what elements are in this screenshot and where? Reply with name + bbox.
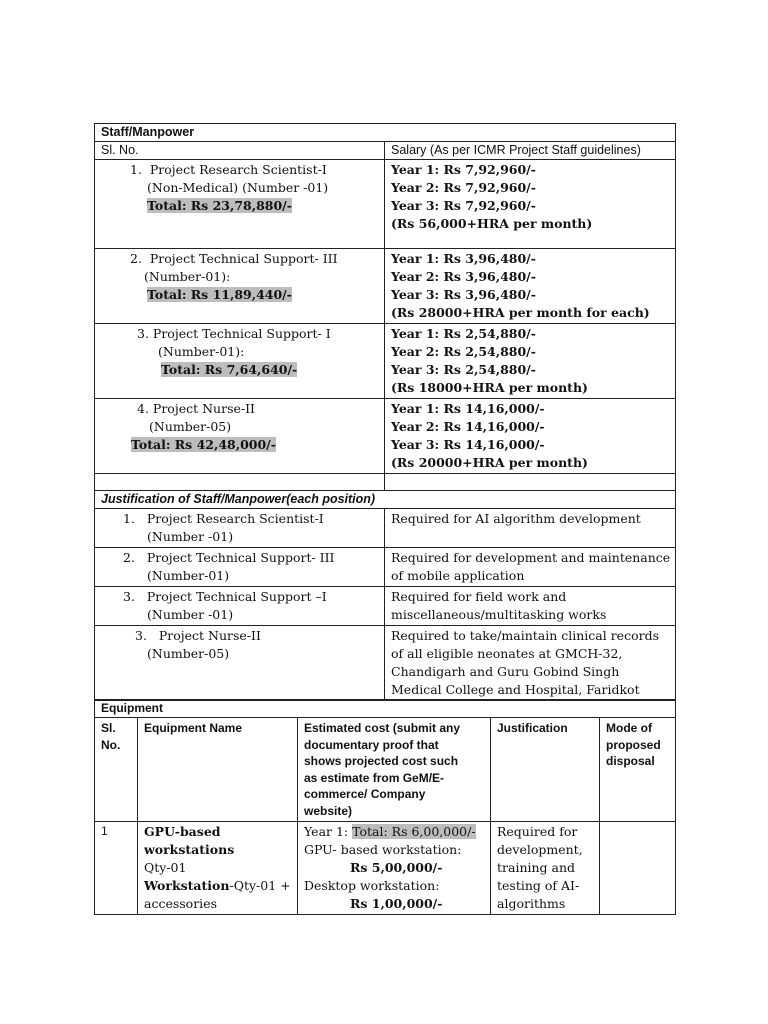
justification-line: Required for field work and <box>391 589 567 604</box>
justification-line: of all eligible neonates at GMCH-32, <box>391 646 623 661</box>
justification-line: training and <box>497 860 576 875</box>
justification-row <box>95 548 676 587</box>
equipment-table <box>94 699 676 915</box>
position-cell <box>95 249 385 324</box>
salary-monthly: (Rs 56,000+HRA per month) <box>391 216 593 231</box>
col-equipment-name: Equipment Name <box>138 718 298 822</box>
justification-position <box>95 548 385 587</box>
salary-year-3: Year 3: Rs 7,92,960/- <box>391 198 536 213</box>
equipment-qty: Qty-01 <box>144 860 187 875</box>
justification-text <box>385 587 676 626</box>
header-line: shows projected cost such <box>304 754 459 768</box>
salary-cell <box>385 324 676 399</box>
salary-cell <box>385 160 676 249</box>
justification-line: development, <box>497 842 583 857</box>
justification-line: algorithms <box>497 896 566 911</box>
equipment-disposal <box>600 822 676 915</box>
justification-row <box>95 587 676 626</box>
salary-year-1: Year 1: Rs 7,92,960/- <box>391 162 536 177</box>
equipment-justification <box>491 822 600 915</box>
header-line: commerce/ Company <box>304 787 426 801</box>
salary-year-3: Year 3: Rs 3,96,480/- <box>391 287 536 302</box>
position-name: Project Research Scientist-I <box>149 162 327 177</box>
salary-cell <box>385 399 676 474</box>
col-salary: Salary (As per ICMR Project Staff guidelines) <box>385 142 676 160</box>
position-number: 3. <box>123 589 135 604</box>
salary-year-3: Year 3: Rs 14,16,000/- <box>391 437 545 452</box>
salary-year-2: Year 2: Rs 3,96,480/- <box>391 269 536 284</box>
position-sub: (Non-Medical) (Number -01) <box>147 180 329 195</box>
year-total: Total: Rs 6,00,000/- <box>352 824 476 839</box>
position-total: Total: Rs 23,78,880/- <box>147 198 292 213</box>
staff-row <box>95 399 676 474</box>
salary-monthly: (Rs 20000+HRA per month) <box>391 455 588 470</box>
position-name: Project Nurse-II <box>152 401 255 416</box>
position-number: 4. <box>137 401 149 416</box>
header-line: as estimate from GeM/E- <box>304 770 445 785</box>
justification-line: Required for AI algorithm development <box>391 511 641 526</box>
position-name: Project Technical Support- III <box>146 550 335 565</box>
justification-line: Required for development and maintenance <box>391 550 671 565</box>
position-number: 3. <box>137 326 149 341</box>
empty-row <box>95 474 676 491</box>
header-line: Mode of <box>606 721 652 735</box>
staff-manpower-table <box>94 123 676 701</box>
position-number: 1. <box>130 162 142 177</box>
header-line: disposal <box>606 754 655 768</box>
justification-position <box>95 587 385 626</box>
salary-year-1: Year 1: Rs 14,16,000/- <box>391 401 545 416</box>
position-name: Project Research Scientist-I <box>146 511 324 526</box>
salary-year-2: Year 2: Rs 14,16,000/- <box>391 419 545 434</box>
position-sub: (Number-01): <box>144 269 231 284</box>
justification-line: Required to take/maintain clinical records <box>391 628 659 643</box>
position-sub: (Number-01): <box>158 344 245 359</box>
equipment-row <box>95 822 676 915</box>
gpu-cost: Rs 5,00,000/- <box>350 860 443 875</box>
empty-cell <box>385 474 676 491</box>
staff-row <box>95 324 676 399</box>
position-sub: (Number-05) <box>149 419 232 434</box>
header-line: Sl. <box>101 721 116 735</box>
salary-year-3: Year 3: Rs 2,54,880/- <box>391 362 536 377</box>
position-total: Total: Rs 7,64,640/- <box>161 362 298 377</box>
position-cell <box>95 324 385 399</box>
salary-year-2: Year 2: Rs 2,54,880/- <box>391 344 536 359</box>
desktop-cost: Rs 1,00,000/- <box>350 896 443 911</box>
header-line: proposed <box>606 737 661 752</box>
position-name: Project Nurse-II <box>158 628 261 643</box>
position-name: Project Technical Support- III <box>149 251 338 266</box>
empty-cell <box>95 474 385 491</box>
header-line: Estimated cost (submit any <box>304 721 461 735</box>
equipment-cost <box>298 822 491 915</box>
justification-text <box>385 509 676 548</box>
staff-section-title: Staff/Manpower <box>95 124 676 142</box>
justification-text <box>385 626 676 701</box>
justification-text <box>385 548 676 587</box>
justification-line: testing of AI- <box>497 878 580 893</box>
justification-row <box>95 626 676 701</box>
header-line: documentary proof that <box>304 737 439 752</box>
col-sl-no <box>95 718 138 822</box>
position-number: 1. <box>123 511 135 526</box>
justification-line: miscellaneous/multitasking works <box>391 607 607 622</box>
position-sub: (Number -01) <box>147 529 234 544</box>
justification-section-title: Justification of Staff/Manpower(each position) <box>95 491 676 509</box>
equipment-name <box>138 822 298 915</box>
header-line: website) <box>304 803 353 818</box>
salary-year-1: Year 1: Rs 2,54,880/- <box>391 326 536 341</box>
position-total: Total: Rs 42,48,000/- <box>131 437 276 452</box>
equipment-header-row <box>95 718 676 822</box>
gpu-label: GPU- based workstation: <box>304 842 462 857</box>
salary-cell <box>385 249 676 324</box>
desktop-label: Desktop workstation: <box>304 878 440 893</box>
col-disposal <box>600 718 676 822</box>
justification-position <box>95 509 385 548</box>
staff-row <box>95 249 676 324</box>
equipment-section-title: Equipment <box>95 700 676 718</box>
year-label: Year 1: <box>304 824 353 839</box>
position-cell <box>95 160 385 249</box>
justification-line: Medical College and Hospital, Faridkot <box>391 682 640 697</box>
salary-year-2: Year 2: Rs 7,92,960/- <box>391 180 536 195</box>
workstation-label: Workstation <box>144 878 230 893</box>
position-number: 2. <box>123 550 135 565</box>
position-number: 2. <box>130 251 142 266</box>
staff-row <box>95 160 676 249</box>
equipment-name-line: GPU-based <box>144 824 221 839</box>
justification-position <box>95 626 385 701</box>
salary-monthly: (Rs 28000+HRA per month for each) <box>391 305 650 320</box>
justification-line: of mobile application <box>391 568 525 583</box>
justification-line: Chandigarh and Guru Gobind Singh <box>391 664 620 679</box>
justification-row <box>95 509 676 548</box>
equipment-sl: 1 <box>95 822 138 915</box>
justification-line: Required for <box>497 824 578 839</box>
accessories-label: accessories <box>144 896 217 911</box>
header-line: No. <box>101 737 121 752</box>
position-name: Project Technical Support- I <box>152 326 331 341</box>
position-total: Total: Rs 11,89,440/- <box>147 287 292 302</box>
position-cell <box>95 399 385 474</box>
workstation-qty: -Qty-01 + <box>229 878 291 893</box>
position-sub: (Number -01) <box>147 607 234 622</box>
position-name: Project Technical Support –I <box>146 589 327 604</box>
position-number: 3. <box>135 628 147 643</box>
salary-monthly: (Rs 18000+HRA per month) <box>391 380 588 395</box>
position-sub: (Number-01) <box>147 568 230 583</box>
salary-year-1: Year 1: Rs 3,96,480/- <box>391 251 536 266</box>
position-sub: (Number-05) <box>147 646 230 661</box>
col-estimated-cost <box>298 718 491 822</box>
equipment-name-line: workstations <box>144 842 235 857</box>
col-justification: Justification <box>491 718 600 822</box>
col-sl-no: Sl. No. <box>95 142 385 160</box>
